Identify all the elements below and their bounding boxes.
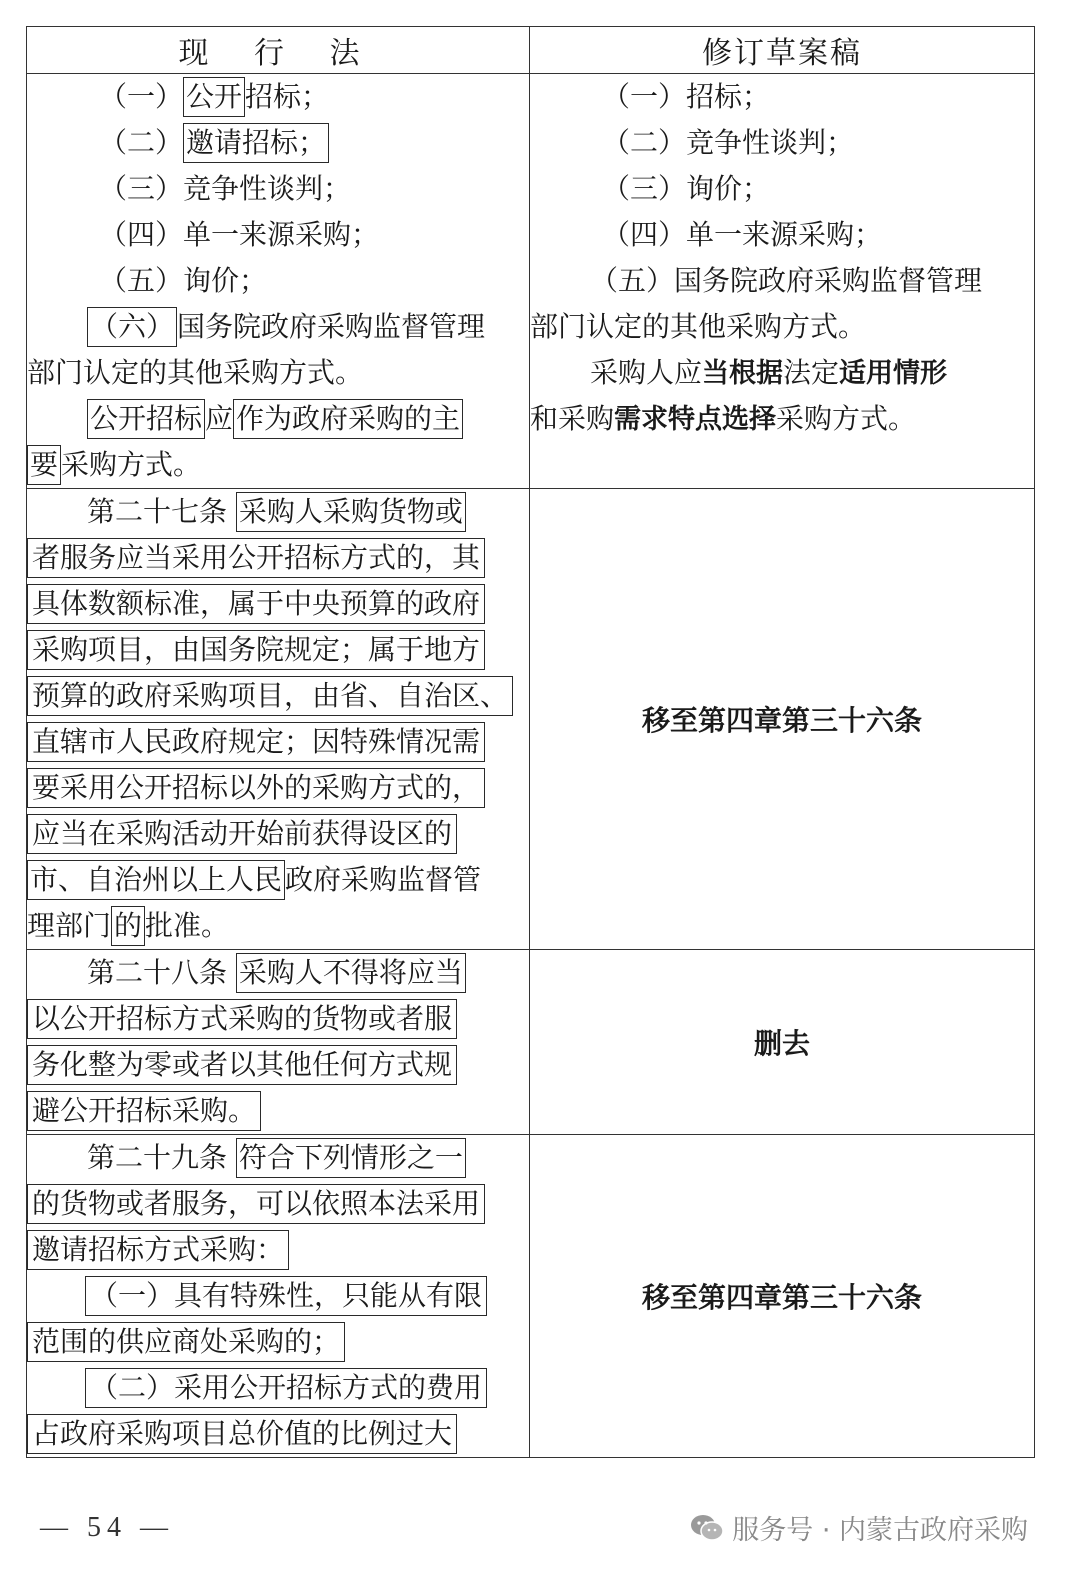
- text-line: （二）竞争性谈判；: [602, 126, 855, 159]
- text-line: （六） 国务院政府采购监督管理: [27, 304, 529, 350]
- text-line: 第二十七条 采购人采购货物或: [27, 489, 529, 535]
- text-line: 第二十九条 符合下列情形之一: [27, 1135, 529, 1181]
- revised-text: 当根据: [702, 358, 784, 389]
- revision-note: 移至第四章第三十六条: [530, 489, 1035, 950]
- text-line: [27, 627, 529, 673]
- text-line: （三）询价；: [602, 172, 771, 205]
- page-number: — 54 —: [40, 1512, 174, 1543]
- comparison-table: [26, 26, 1035, 1458]
- watermark: [690, 1508, 1028, 1547]
- header-revision-draft: 修订草案稿: [530, 27, 1035, 74]
- text-line: [27, 1181, 529, 1227]
- revision-box: 公开: [183, 77, 245, 117]
- table-row: [27, 74, 1035, 489]
- wechat-icon: [690, 1514, 724, 1542]
- table-row: [27, 489, 1035, 950]
- text-line: [27, 811, 529, 857]
- text-line: [27, 765, 529, 811]
- text-line: 和采购需求特点选择采购方式。: [530, 402, 917, 435]
- revision-box: 避公开招标采购。: [27, 1091, 261, 1131]
- revision-box: 范围的供应商处采购的；: [27, 1322, 345, 1362]
- revision-box: 的: [111, 906, 145, 946]
- text-line: 部门认定的其他采购方式。: [530, 310, 867, 343]
- header-current-law: 现 行 法: [27, 27, 530, 74]
- revision-box: （二）采用公开招标方式的费用: [85, 1368, 487, 1408]
- text-line: [27, 1227, 529, 1273]
- revision-note: 移至第四章第三十六条: [530, 1135, 1035, 1458]
- text-line: （五）询价；: [99, 264, 268, 297]
- text-line: 采购人应当根据法定适用情形: [590, 356, 948, 389]
- text-line: [27, 1411, 529, 1457]
- revision-box: 采购人不得将应当: [236, 953, 466, 993]
- revision-box: 应当在采购活动开始前获得设区的: [27, 814, 457, 854]
- revision-note: 删去: [530, 950, 1035, 1135]
- text-line: [27, 1319, 529, 1365]
- text-line: [27, 996, 529, 1042]
- text-line: [27, 581, 529, 627]
- revision-box: 占政府采购项目总价值的比例过大: [27, 1414, 457, 1454]
- text-line: （四）单一来源采购；: [99, 218, 380, 251]
- watermark-text: 服务号 · 内蒙古政府采购: [732, 1515, 1028, 1546]
- revision-box: （六）: [87, 307, 177, 347]
- revision-box: （一）具有特殊性，只能从有限: [85, 1276, 487, 1316]
- text-line: [27, 673, 529, 719]
- revision-box: 预算的政府采购项目，由省、自治区、: [27, 676, 513, 716]
- text-line: [27, 1273, 529, 1319]
- current-law-cell: [27, 489, 530, 950]
- text-line: [27, 1042, 529, 1088]
- revision-box: 采购项目，由国务院规定；属于地方: [27, 630, 485, 670]
- revision-box: 务化整为零或者以其他任何方式规: [27, 1045, 457, 1085]
- revision-box: 具体数额标准，属于中央预算的政府: [27, 584, 485, 624]
- text-line: 市、自治州以上人民 政府采购监督管: [27, 857, 529, 903]
- text-line: [27, 719, 529, 765]
- text-line: [27, 535, 529, 581]
- current-law-cell: [27, 1135, 530, 1458]
- revision-box: 市、自治州以上人民: [27, 860, 285, 900]
- revised-text: 适用情形: [839, 358, 948, 389]
- revision-box: 符合下列情形之一: [236, 1138, 466, 1178]
- revision-box: 作为政府采购的主: [233, 399, 463, 439]
- revision-box: 要: [27, 445, 61, 485]
- text-line: 部门认定的其他采购方式。: [27, 356, 364, 389]
- revision-box: 邀请招标；: [183, 123, 329, 163]
- text-line: （五）国务院政府采购监督管理: [590, 264, 983, 297]
- text-line: [27, 1088, 529, 1134]
- text-line: 第二十八条 采购人不得将应当: [27, 950, 529, 996]
- table-row: [27, 950, 1035, 1135]
- revision-box: 直辖市人民政府规定；因特殊情况需: [27, 722, 485, 762]
- text-line: （一） 公开 招标；: [27, 74, 529, 120]
- text-line: 理部门 的 批准。: [27, 903, 529, 949]
- text-line: [27, 1365, 529, 1411]
- revision-box: 的货物或者服务，可以依照本法采用: [27, 1184, 485, 1224]
- text-line: （三）竞争性谈判；: [99, 172, 352, 205]
- text-line: 公开招标 应 作为政府采购的主: [27, 396, 529, 442]
- text-line: （四）单一来源采购；: [602, 218, 883, 251]
- text-line: （一）招标；: [602, 80, 771, 113]
- current-law-cell: [27, 950, 530, 1135]
- current-law-cell: [27, 74, 530, 489]
- text-line: （二） 邀请招标；: [27, 120, 529, 166]
- revision-box: 邀请招标方式采购：: [27, 1230, 289, 1270]
- revision-draft-cell: [530, 74, 1035, 489]
- revision-box: 采购人采购货物或: [236, 492, 466, 532]
- table-row: [27, 1135, 1035, 1458]
- revision-box: 以公开招标方式采购的货物或者服: [27, 999, 457, 1039]
- revision-box: 者服务应当采用公开招标方式的，其: [27, 538, 485, 578]
- text-line: 要 采购方式。: [27, 442, 529, 488]
- revised-text: 需求特点选择: [614, 404, 777, 435]
- revision-box: 公开招标: [87, 399, 205, 439]
- revision-box: 要采用公开招标以外的采购方式的，: [27, 768, 485, 808]
